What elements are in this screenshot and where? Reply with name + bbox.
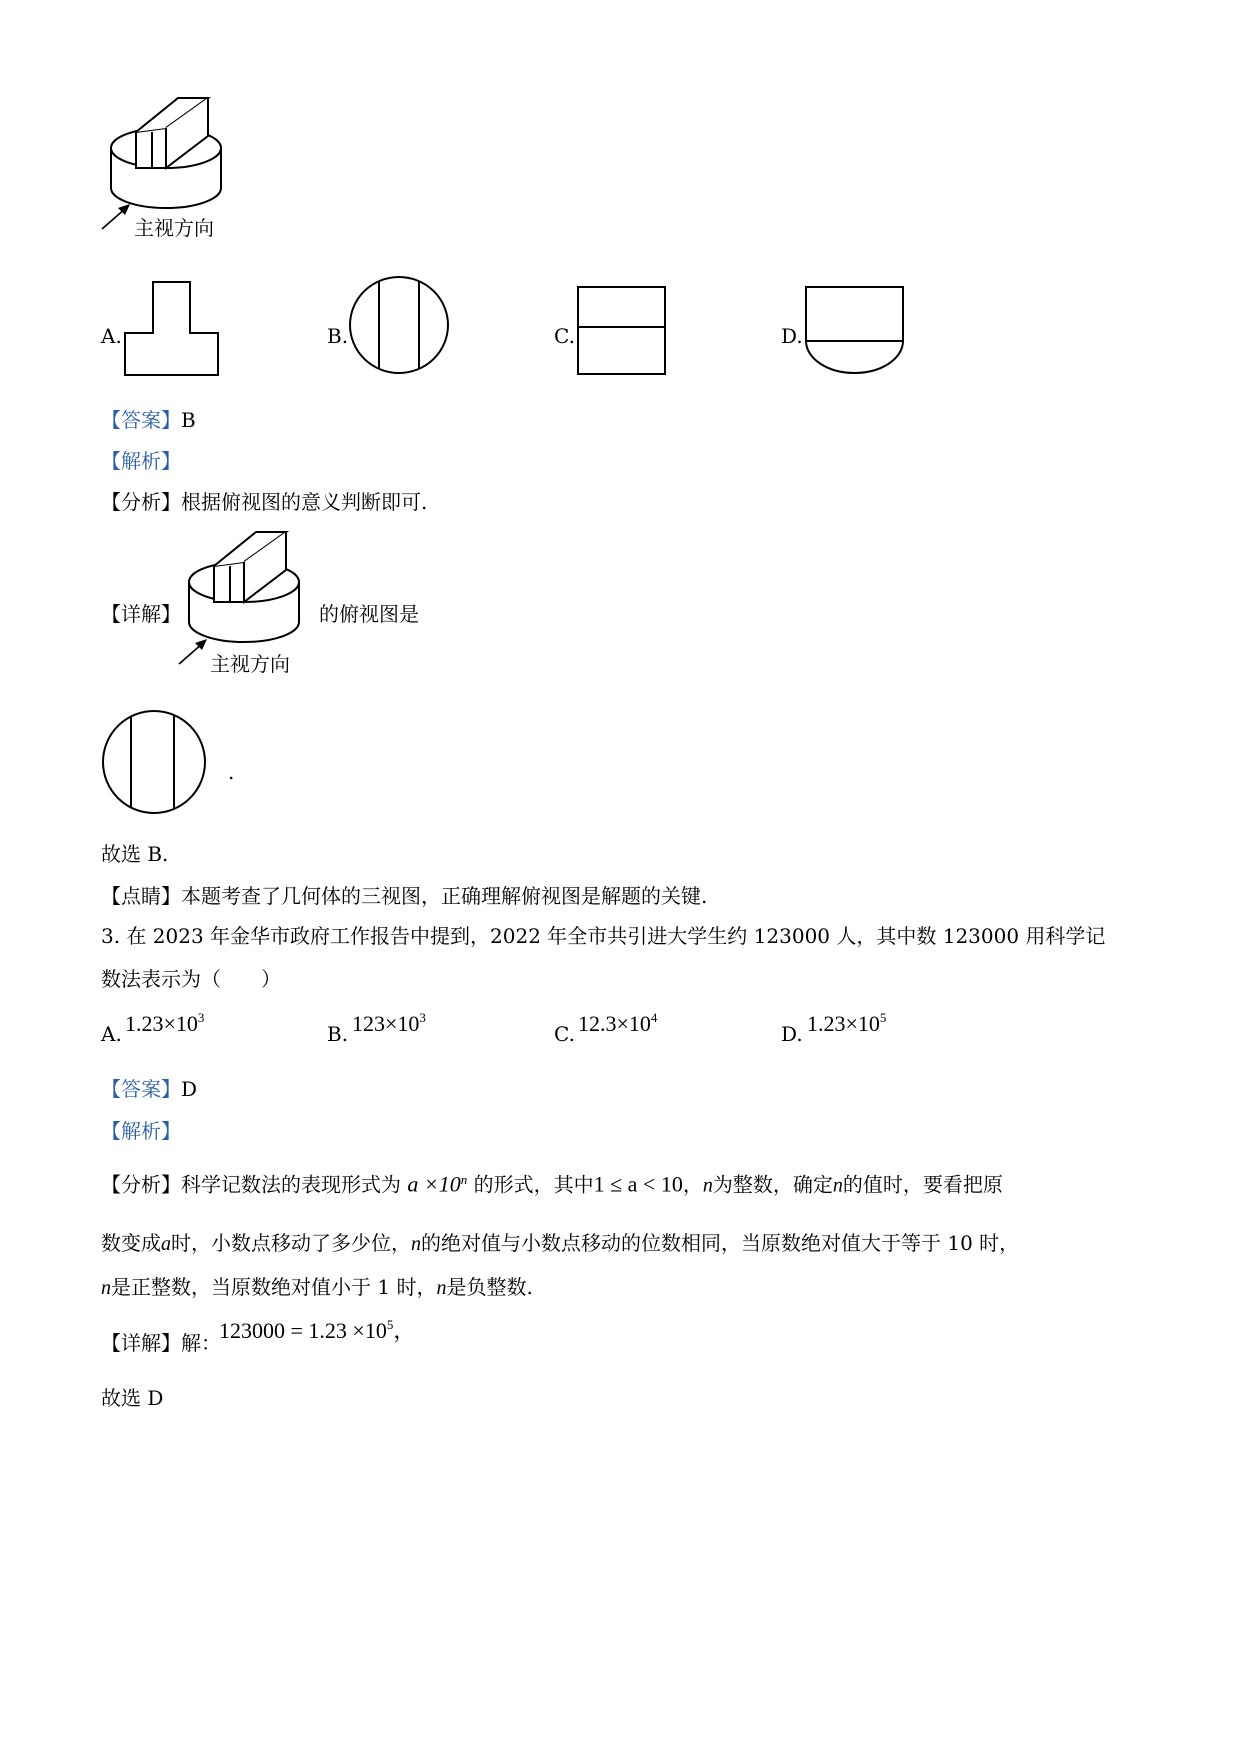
- fenxi-tag: 【分析】: [101, 490, 181, 514]
- q3-line3-p1: 是正整数，当原数绝对值小于 1 时，: [111, 1275, 437, 1299]
- q3-line3-p2: 是负整数.: [446, 1275, 533, 1299]
- q2-conclusion: 故选 B.: [101, 842, 169, 866]
- q3-fenxi-tag: 【分析】: [101, 1172, 181, 1197]
- q2-jiexi-tag: 【解析】: [101, 449, 181, 473]
- q3-line2-p2: 时，小数点移动了多少位，: [171, 1231, 411, 1255]
- q3-xiangjie-formula-text: 123000 = 1.23 ×10: [219, 1318, 387, 1343]
- q3-line2-p1: 数变成: [101, 1231, 161, 1255]
- q3-xiangjie-comma: ，: [393, 1318, 416, 1343]
- xiangjie-suffix: 的俯视图是: [319, 602, 419, 626]
- q2-fenxi: [101, 492, 427, 512]
- solid-figure-drawing: [98, 90, 238, 220]
- q3-stem-line2: 数法表示为（ ）: [101, 967, 281, 991]
- q3-line2-n: n: [411, 1233, 421, 1255]
- q3-fenxi-formula-exp: n: [460, 1172, 468, 1187]
- q3-xiangjie-prefix: 解：: [181, 1331, 221, 1355]
- q3-option-d-mantissa: 1.23: [807, 1011, 846, 1036]
- option-c-letter: C.: [554, 324, 575, 348]
- q3-option-d-times: ×10: [845, 1011, 880, 1036]
- q3-jiexi-tag: 【解析】: [101, 1119, 181, 1143]
- fenxi-text: 根据俯视图的意义判断即可.: [181, 490, 428, 514]
- q3-stem-line1: 3. 在 2023 年金华市政府工作报告中提到，2022 年全市共引进大学生约 123000 人，其中数 123000 用科学记: [101, 924, 1106, 948]
- q3-option-c-times: ×10: [616, 1011, 651, 1036]
- option-c-figure: [577, 286, 669, 378]
- answer-value: B: [181, 408, 196, 432]
- q3-fenxi-line1: [101, 1173, 1003, 1196]
- q3-xiangjie: [101, 1333, 221, 1353]
- q3-fenxi-p4: 为整数，确定: [712, 1172, 833, 1197]
- q3-fenxi-formula: a ×10: [407, 1171, 461, 1197]
- q3-option-a-exp: 3: [197, 1010, 205, 1025]
- q3-option-c-letter: C.: [554, 1022, 575, 1046]
- option-d-figure: [805, 286, 907, 378]
- option-a-letter: A.: [101, 324, 122, 348]
- q3-answer-tag: 【答案】: [101, 1077, 181, 1101]
- q3-xiangjie-exp: 5: [386, 1317, 394, 1332]
- q3-xiangjie-formula: [219, 1318, 415, 1342]
- option-b-letter: B.: [327, 324, 349, 348]
- option-b-figure: [348, 276, 452, 376]
- q3-fenxi-n: n: [702, 1174, 713, 1197]
- q3-fenxi-p1: 科学记数法的表现形式为: [181, 1172, 401, 1197]
- top-view-result-figure: [100, 709, 210, 817]
- dianjing-text: 本题考查了几何体的三视图，正确理解俯视图是解题的关键.: [181, 884, 708, 908]
- xiangjie-solid-figure: [176, 524, 316, 654]
- q3-option-d-value: [807, 1011, 886, 1035]
- view-direction-arrow: [100, 202, 134, 232]
- option-a-figure: [124, 281, 222, 377]
- q3-fenxi-p2: 的形式，其中: [473, 1172, 594, 1197]
- q3-fenxi-p5: 的值时，要看把原: [842, 1172, 1003, 1197]
- result-period: .: [228, 760, 235, 784]
- xiangjie-direction-label: 主视方向: [210, 652, 290, 676]
- q3-option-a-value: [125, 1011, 204, 1035]
- q3-answer-value: D: [181, 1077, 198, 1101]
- q3-option-c-exp: 4: [650, 1010, 658, 1025]
- q3-option-b-letter: B.: [327, 1022, 349, 1046]
- solid-figure-illustration: [98, 90, 238, 220]
- q3-line2-p3: 的绝对值与小数点移动的位数相同，当原数绝对值大于等于 10 时，: [421, 1231, 1020, 1255]
- q3-fenxi-range: 1 ≤ a < 10: [593, 1171, 683, 1197]
- q3-fenxi-p3: ，: [682, 1172, 703, 1197]
- q3-option-c-value: [578, 1011, 657, 1035]
- q3-option-a-mantissa: 1.23: [125, 1011, 164, 1036]
- q3-option-a-letter: A.: [101, 1022, 122, 1046]
- q3-option-a-times: ×10: [163, 1011, 198, 1036]
- q3-line3-n1: n: [101, 1277, 111, 1299]
- q3-fenxi-n2: n: [832, 1174, 843, 1197]
- q3-option-b-mantissa: 123: [352, 1011, 385, 1036]
- q3-option-c-mantissa: 12.3: [578, 1011, 617, 1036]
- q3-fenxi-line2: [101, 1233, 1019, 1254]
- q2-dianjing: [101, 886, 707, 906]
- q3-conclusion: 故选 D: [101, 1386, 164, 1410]
- q2-answer: [101, 410, 196, 430]
- option-d-letter: D.: [781, 324, 803, 348]
- q3-option-b-times: ×10: [385, 1011, 420, 1036]
- q3-xiangjie-tag: 【详解】: [101, 1331, 181, 1355]
- q3-line3-n2: n: [436, 1277, 447, 1299]
- q3-answer: [101, 1079, 197, 1099]
- dianjing-tag: 【点睛】: [101, 884, 181, 908]
- xiangjie-direction-arrow: [177, 637, 211, 667]
- q3-option-d-letter: D.: [781, 1022, 803, 1046]
- view-direction-label: 主视方向: [134, 216, 214, 240]
- q2-xiangjie-tag: 【详解】: [101, 602, 181, 626]
- q3-option-d-exp: 5: [879, 1010, 887, 1025]
- answer-tag: 【答案】: [101, 408, 181, 432]
- q3-option-b-value: [352, 1011, 426, 1035]
- q3-line2-a: a: [161, 1233, 171, 1255]
- q3-fenxi-line3: [101, 1277, 533, 1298]
- q3-option-b-exp: 3: [419, 1010, 426, 1025]
